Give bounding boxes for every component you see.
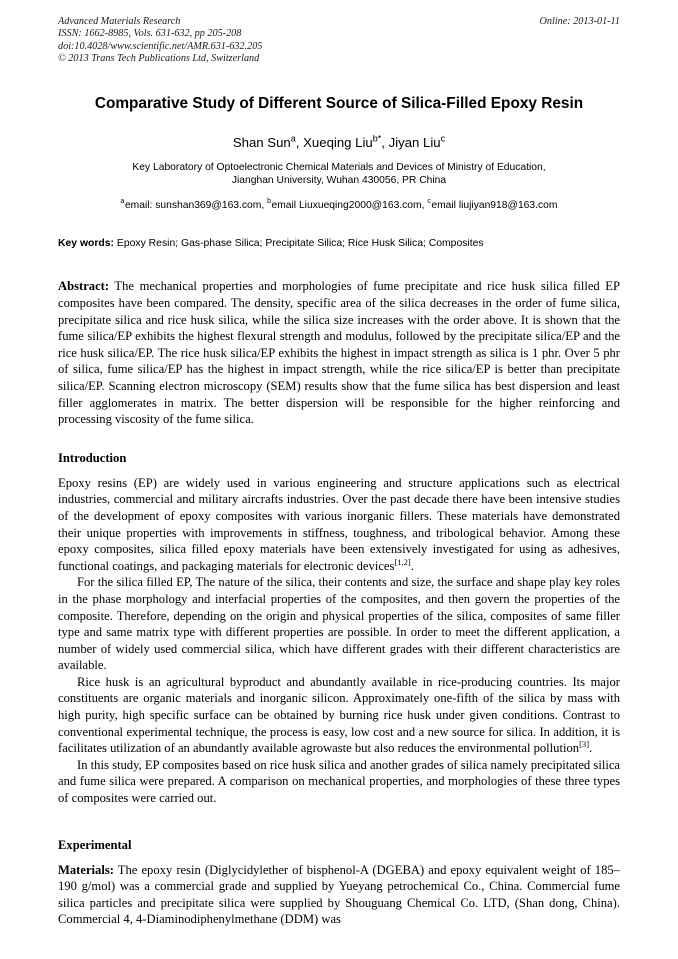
intro-paragraph-1 <box>58 475 620 575</box>
page-content <box>58 16 620 928</box>
email-marker: a <box>120 198 125 206</box>
materials-label: Materials: <box>58 862 114 877</box>
journal-header-top-row <box>58 16 620 28</box>
citation-ref[interactable]: [3] <box>579 739 590 750</box>
abstract <box>58 278 620 427</box>
author-affiliation-marker: b* <box>372 133 382 144</box>
section-heading-experimental: Experimental <box>58 837 132 852</box>
doi-line[interactable]: doi:10.4028/www.scientific.net/AMR.631-632.205 <box>58 40 263 52</box>
paragraph-text-tail: . <box>589 741 593 756</box>
journal-header <box>58 16 620 66</box>
intro-paragraph-2: For the silica filled EP, The nature of the silica, their contents and size, the surface and shape play key roles in the phase morphology and interfacial properties of the composites, and then govern the properties of the composite. Therefore, depending on the origin and physical properties of the silica, composites of same filler type and same matrix type with different properties are possible. In order to meet the different application, a number of widely used commercial silica, which have different grades with their different characteristics are available. <box>58 575 620 673</box>
affiliation-line-2: Jianghan University, Wuhan 430056, PR China <box>231 175 447 187</box>
author-name: Shan Sun <box>232 134 291 150</box>
author-emails <box>58 199 620 213</box>
keywords-label: Key words: <box>58 238 115 250</box>
paragraph-text-tail: . <box>410 558 414 573</box>
author-entry <box>303 135 388 150</box>
page-title: Comparative Study of Different Source of Silica-Filled Epoxy Resin <box>94 94 584 112</box>
online-date: Online: 2013-01-11 <box>539 16 620 27</box>
email-marker: c <box>427 198 431 206</box>
author-separator: , <box>295 134 304 150</box>
intro-paragraph-4: In this study, EP composites based on rice husk silica and another grades of silica namely precipitated silica and fume silica were prepared. A comparison on mechanical properties, and morphologies of these three types of composites were carried out. <box>58 757 620 806</box>
keywords <box>58 237 620 251</box>
copyright-line: © 2013 Trans Tech Publications Ltd, Switzerland <box>58 53 260 65</box>
intro-paragraph-3 <box>58 674 620 757</box>
author-entry <box>233 135 303 150</box>
email-text[interactable]: email: sunshan369@163.com, <box>124 199 265 211</box>
abstract-label: Abstract: <box>58 279 110 294</box>
affiliation <box>58 161 620 188</box>
paragraph-text: Epoxy resins (EP) are widely used in various engineering and structure applications such as electrical industries, commercial and military aircrafts industries. Over the past decade there have been intensive studies of the development of epoxy composites with various inorganic fillers. These materials have demonstrated their unique properties with improvements in stiffness, toughness, and tribological behavior. Among these epoxy composites, silica filled epoxy materials have been extensively investigated for using as adhesives, functional coatings, and packaging materials for electronic devices <box>58 475 620 573</box>
issn-line: ISSN: 1662-8985, Vols. 631-632, pp 205-208 <box>58 28 242 40</box>
email-marker: b <box>267 198 271 206</box>
section-heading-introduction: Introduction <box>58 450 127 465</box>
affiliation-line-1: Key Laboratory of Optoelectronic Chemical Materials and Devices of Ministry of Education, <box>132 161 546 173</box>
abstract-text: The mechanical properties and morphologies of fume precipitate and rice husk silica filled EP composites have been compared. The density, specific area of the silica decreases in the order of fume silica, precipitate silica and rice husk silica, while the silica size increases with the order above. It is shown that the fume silica/EP exhibits the highest flexural strength and modulus, followed by the precipitate silica/EP and the rice husk silica/EP. The rice husk silica/EP exhibits the highest in impact strength as silica is 1 phr. Over 5 phr of silica, fume silica/EP has the highest in impact strength, while the rice silica/EP is better than precipitate silica/EP. Scanning electron microscopy (SEM) results show that the fume silica has best dispersion and least filler agglomerates in matrix. The better dispersion will be responsible for the higher reinforcing and processing viscosity of the fume silica. <box>58 279 620 427</box>
email-text[interactable]: email liujiyan918@163.com <box>431 199 558 211</box>
author-name: Xueqing Liu <box>303 134 373 150</box>
author-affiliation-marker: a <box>290 133 296 144</box>
materials-text: The epoxy resin (Diglycidylether of bisphenol-A (DGEBA) and epoxy equivalent weight of 185–190 g/mol) was a commercial grade and supplied by Yueyang petrochemical Co., China. Commercial fume silica particles and precipitate silica were supplied by Shouguang Chemical Co. LTD, (Shan dong, China). Commercial 4, 4-Diaminodiphenylmethane (DDM) was <box>58 862 620 927</box>
author-affiliation-marker: c <box>440 133 446 144</box>
email-text[interactable]: email Liuxueqing2000@163.com, <box>271 199 425 211</box>
citation-ref[interactable]: [1,2] <box>394 556 411 567</box>
author-entry <box>389 135 446 150</box>
paragraph-text: Rice husk is an agricultural byproduct and abundantly available in rice-producing countries. Its major constituents are organic materials and inorganic silicon. Approximately one-fifth of the silica by mass with high purity, high specific surface can be obtained by burning rice husk under given conditions. Contrast to conventional experimental technique, the process is easy, low cost and a new source for silica. In addition, it is facilitates utilization of an abundantly available agrowaste but also reduces the environmental pollution <box>58 674 620 756</box>
journal-name: Advanced Materials Research <box>58 16 181 27</box>
keywords-value: Epoxy Resin; Gas-phase Silica; Precipitate Silica; Rice Husk Silica; Composites <box>114 238 484 250</box>
author-separator: , <box>381 134 389 150</box>
author-list <box>58 135 620 151</box>
materials-paragraph <box>58 862 620 928</box>
author-name: Jiyan Liu <box>388 134 441 150</box>
